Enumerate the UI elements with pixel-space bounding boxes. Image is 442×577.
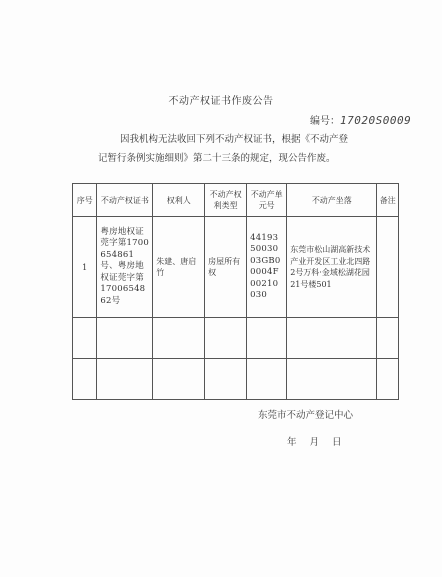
empty-cell	[205, 359, 247, 400]
table-row	[73, 217, 399, 318]
empty-cell	[287, 359, 377, 400]
empty-cell	[377, 359, 399, 400]
header-type-text: 不动产权利类型	[209, 190, 242, 210]
empty-cell	[377, 318, 399, 359]
empty-cell	[247, 318, 287, 359]
header-type	[205, 184, 247, 217]
cell-owner-text: 朱建、唐启竹	[156, 256, 197, 277]
header-note: 备注	[377, 184, 399, 217]
header-location: 不动产坐落	[287, 184, 377, 217]
empty-cell	[153, 359, 205, 400]
cell-owner	[153, 217, 205, 318]
header-unit-text: 不动产单元号	[250, 190, 283, 210]
announcement-paragraph	[98, 130, 398, 168]
table-row-empty	[73, 318, 399, 359]
cell-location	[287, 217, 377, 318]
document-number-label: 编号：	[310, 116, 340, 127]
paragraph-line-2: 记暂行条例实施细则》第二十三条的规定，现公告作废。	[98, 153, 336, 164]
issue-date: 年 月 日	[287, 437, 342, 448]
empty-cell	[73, 318, 97, 359]
cell-cert-text: 粤房地权证莞字第1700654861号、粤房地权证莞字第1700654862号	[100, 226, 149, 306]
document-number	[310, 112, 411, 127]
cell-unit-text: 441935003003GB00004F00210030	[250, 232, 281, 300]
cell-cert	[97, 217, 153, 318]
empty-cell	[97, 359, 153, 400]
empty-cell	[153, 318, 205, 359]
cell-type	[205, 217, 247, 318]
header-cert: 不动产权证书	[97, 184, 153, 217]
cell-seq: 1	[73, 217, 97, 318]
table-header-row	[73, 184, 399, 217]
header-seq: 序号	[73, 184, 97, 217]
cell-location-text: 东莞市松山湖高新技术产业开发区工业北四路2号万科·金域松湖花园21号楼501	[290, 245, 371, 289]
empty-cell	[205, 318, 247, 359]
document-title: 不动产权证书作废公告	[168, 96, 274, 107]
cell-type-text: 房屋所有权	[208, 256, 241, 277]
issuing-organization: 东莞市不动产登记中心	[258, 410, 354, 421]
empty-cell	[97, 318, 153, 359]
table-row-empty	[73, 359, 399, 400]
empty-cell	[73, 359, 97, 400]
header-unit	[247, 184, 287, 217]
document-number-value: 17020S0009	[340, 114, 412, 127]
header-owner: 权利人	[153, 184, 205, 217]
cell-note	[377, 217, 399, 318]
empty-cell	[287, 318, 377, 359]
paragraph-line-1: 因我机构无法收回下列不动产权证书，根据《不动产登	[120, 134, 349, 145]
empty-cell	[247, 359, 287, 400]
cell-unit	[247, 217, 287, 318]
certificate-table	[72, 183, 399, 400]
